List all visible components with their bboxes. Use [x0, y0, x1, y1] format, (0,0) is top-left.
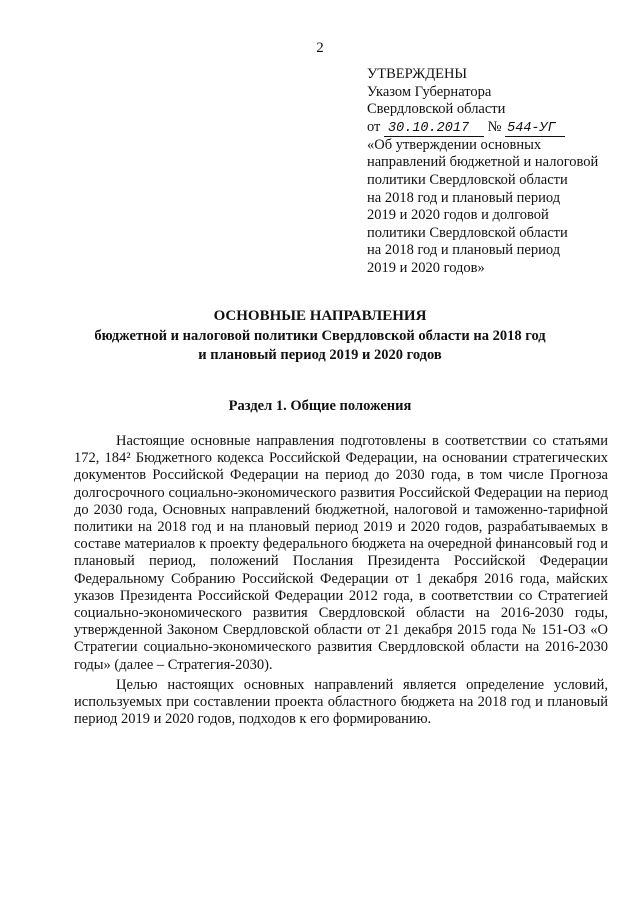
- quote-line: политики Свердловской области: [367, 224, 568, 241]
- title-sub-line-1: бюджетной и налоговой политики Свердловской области на 2018 год: [94, 328, 546, 344]
- approval-issuer: Указом Губернатора: [367, 83, 492, 100]
- quote-line: на 2018 год и плановый период: [367, 189, 561, 206]
- approval-block: [367, 66, 629, 278]
- decree-date: 30.10.2017: [384, 121, 484, 137]
- quote-line: политики Свердловской области: [367, 171, 568, 188]
- approval-date-line: [367, 119, 629, 137]
- approval-heading: УТВЕРЖДЕНЫ: [367, 66, 468, 82]
- section-heading: Раздел 1. Общие положения: [228, 398, 412, 414]
- quote-line: 2019 и 2020 годов и долговой: [367, 207, 549, 224]
- number-prefix: №: [487, 118, 502, 135]
- approval-region: Свердловской области: [367, 101, 506, 118]
- title-main: ОСНОВНЫЕ НАПРАВЛЕНИЯ: [213, 308, 427, 324]
- quote-line: направлений бюджетной и налоговой: [367, 154, 599, 171]
- body-paragraph-1: Настоящие основные направления подготовлены в соответствии со статьями 172, 184² Бюджетного кодекса Российской Федерации, на основании стратегических документов Российской Федерации на период до 2030 года, в том числе Прогноза долгосрочного социально-экономического развития Российской Федерации на период до 2030 года, Основных направлений бюджетной, налоговой и таможенно-тарифной политики на 2018 год и на плановый период 2019 и 2020 годов, разрабатываемых в составе материалов к проекту федерального бюджета на очередной финансовый год и плановый период, положений Послания Президента Российской Федерации Федеральному Собранию Российской Федерации от 1 декабря 2016 года, майских указов Президента Российской Федерации 2012 года, в соответствии со Стратегией социально-экономического развития Свердловской области на 2016-2030 годы, утвержденной Законом Свердловской области от 21 декабря 2015 года № 151-ОЗ «О Стратегии социально-экономического развития Свердловской области на 2016-2030 годы» (далее – Стратегия-2030).: [74, 433, 608, 673]
- date-prefix: от: [367, 118, 381, 135]
- decree-number: 544-УГ: [505, 121, 565, 137]
- decree-title-quote: [367, 137, 629, 278]
- title-sub-line-2: и плановый период 2019 и 2020 годов: [198, 347, 442, 363]
- document-title: [40, 308, 600, 365]
- quote-line: на 2018 год и плановый период: [367, 242, 561, 259]
- page-number: 2: [316, 40, 324, 56]
- body-text: [74, 433, 608, 728]
- body-paragraph-2: Целью настоящих основных направлений является определение условий, используемых при составлении проекта областного бюджета на 2018 год и плановый период 2019 и 2020 годов, подходов к его формированию.: [74, 676, 608, 728]
- quote-line: 2019 и 2020 годов»: [367, 259, 485, 276]
- quote-line: «Об утверждении основных: [367, 136, 542, 153]
